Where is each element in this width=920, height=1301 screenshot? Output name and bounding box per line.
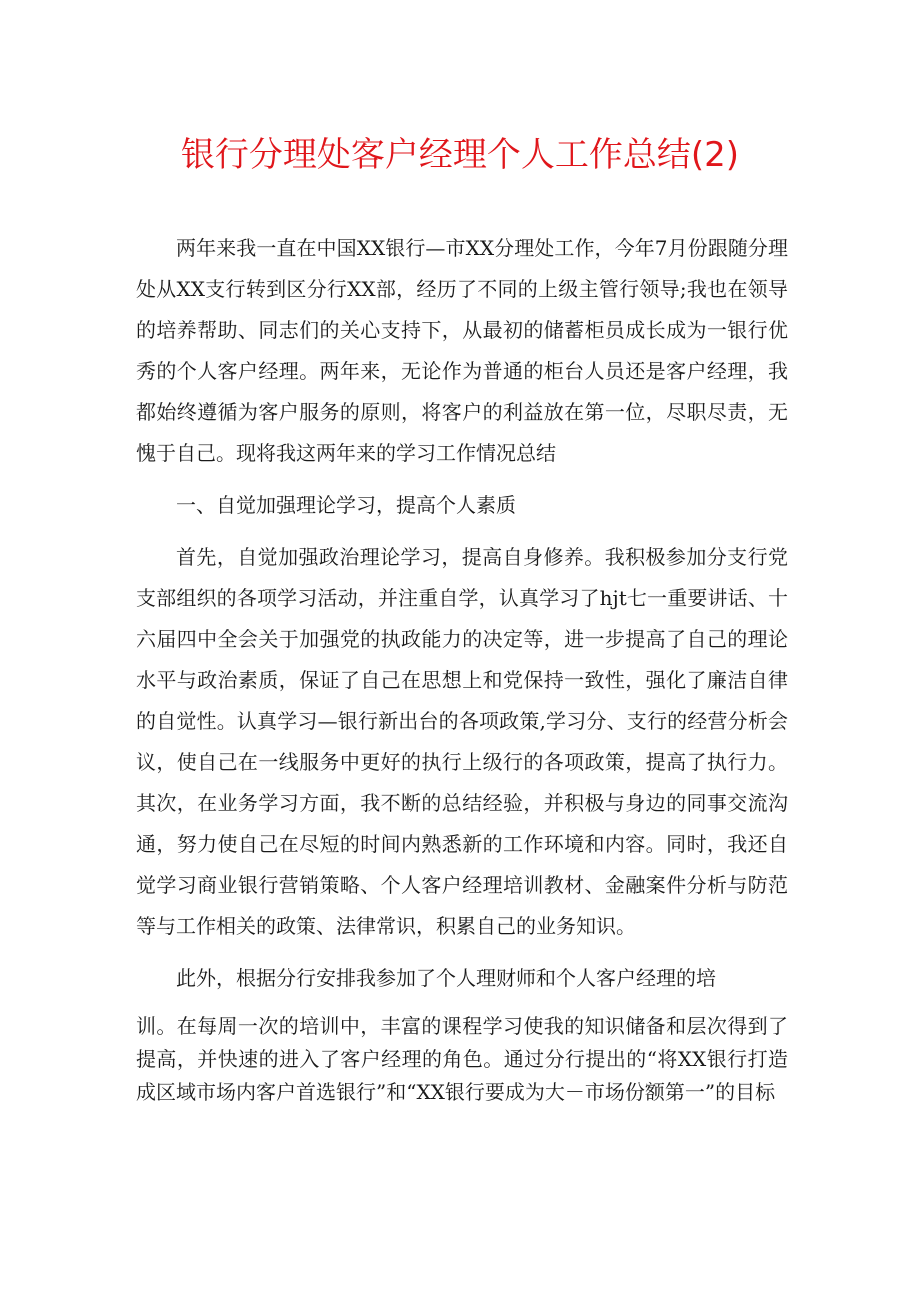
paragraph-training-start: 此外，根据分行安排我参加了个人理财师和个人客户经理的培 (176, 966, 716, 990)
paragraph-training-cont: 训。在每周一次的培训中，丰富的课程学习使我的知识储备和层次得到了提高，并快速的进入了客户经理的角色。通过分行提出的“将XX银行打造成区域市场内客户首选银行”和“XX银行要成为大－市场份额第一”的目标 (136, 1014, 788, 1104)
paragraph-intro: 两年来我一直在中国XX银行—市XX分理处工作，今年7月份跟随分理处从XX支行转到区分行XX部，经历了不同的上级主管行领导;我也在领导的培养帮助、同志们的关心支持下，从最初的储蓄柜员成长成为一银行优秀的个人客户经理。两年来，无论作为普通的柜台人员还是客户经理，我都始终遵循为客户服务的原则，将客户的利益放在第一位，尽职尽责，无愧于自己。现将我这两年来的学习工作情况总结 (136, 236, 788, 465)
paragraph-study: 首先，自觉加强政治理论学习，提高自身修养。我积极参加分支行党支部组织的各项学习活动，并注重自学，认真学习了hjt七一重要讲话、十六届四中全会关于加强党的执政能力的决定等，进一步提高了自己的理论水平与政治素质，保证了自己在思想上和党保持一致性，强化了廉洁自律的自觉性。认真学习—银行新出台的各项政策,学习分、支行的经营分析会议，使自己在一线服务中更好的执行上级行的各项政策，提高了执行力。其次，在业务学习方面，我不断的总结经验，并积极与身边的同事交流沟通，努力使自己在尽短的时间内熟悉新的工作环境和内容。同时，我还自觉学习商业银行营销策略、个人客户经理培训教材、金融案件分析与防范等与工作相关的政策、法律常识，积累自己的业务知识。 (136, 545, 788, 938)
section-heading-1: 一、自觉加强理论学习，提高个人素质 (176, 493, 516, 517)
document-title: 银行分理处客户经理个人工作总结(2) (180, 135, 740, 175)
document-body (136, 228, 788, 1109)
